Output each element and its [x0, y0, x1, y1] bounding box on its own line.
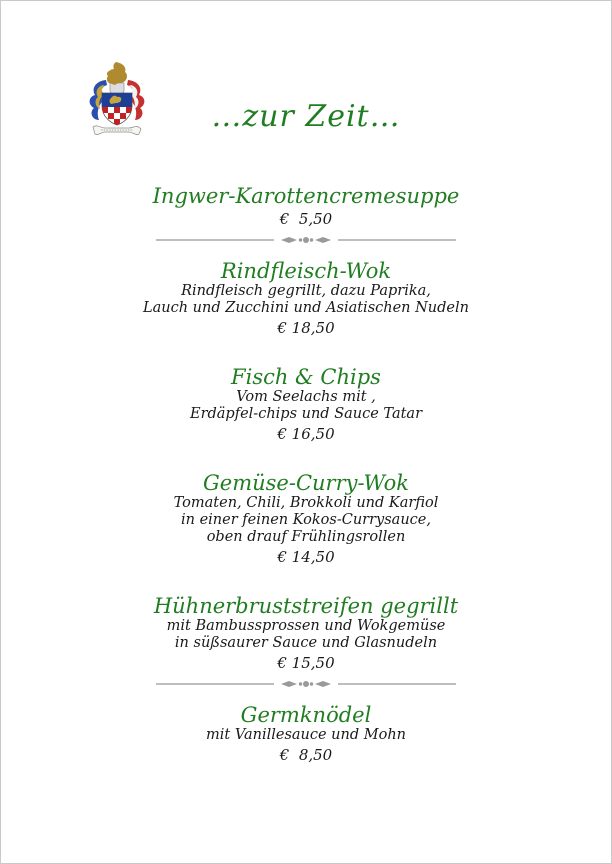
- dish-description: [1, 495, 611, 546]
- ornament-divider: [156, 679, 456, 689]
- coat-of-arms: [85, 59, 149, 139]
- dish-description-line: in einer feinen Kokos-Currysauce,: [181, 512, 431, 528]
- dish-name: Fisch & Chips: [231, 365, 381, 389]
- dish-description: [1, 283, 611, 317]
- dish-description-line: Erdäpfel-chips und Sauce Tatar: [189, 406, 423, 422]
- page-title: …zur Zeit…: [211, 99, 401, 134]
- menu-item: [1, 471, 611, 567]
- dish-description: [1, 389, 611, 423]
- dish-description-line: in süßsaurer Sauce und Glasnudeln: [174, 635, 438, 651]
- menu-item: [1, 594, 611, 673]
- dish-description: [1, 618, 611, 652]
- dish-name: Ingwer-Karottencremesuppe: [152, 184, 460, 208]
- menu-item: [1, 365, 611, 444]
- dish-description-line: Rindfleisch gegrillt, dazu Paprika,: [181, 283, 431, 299]
- dish-description: [1, 727, 611, 744]
- dish-description-line: Tomaten, Chili, Brokkoli und Karfiol: [173, 495, 439, 511]
- menu-item: [1, 259, 611, 338]
- dish-description-line: mit Vanillesauce und Mohn: [206, 727, 406, 743]
- dish-description-line: Lauch und Zucchini und Asiatischen Nudeln: [143, 300, 469, 316]
- menu-item: [1, 184, 611, 229]
- dish-price: € 14,50: [277, 548, 335, 566]
- dish-description-line: Vom Seelachs mit ,: [236, 389, 376, 405]
- dish-price: € 5,50: [279, 210, 333, 228]
- dish-name: Gemüse-Curry-Wok: [203, 471, 409, 495]
- dish-price: € 15,50: [277, 654, 335, 672]
- dish-price: € 18,50: [277, 319, 335, 337]
- dish-name: Hühnerbruststreifen gegrillt: [153, 594, 459, 618]
- ornament-divider: [156, 235, 456, 245]
- dish-name: Rindfleisch-Wok: [220, 259, 392, 283]
- dish-description-line: oben drauf Frühlingsrollen: [206, 529, 406, 545]
- dish-price: € 8,50: [279, 746, 333, 764]
- menu-item: [1, 703, 611, 765]
- menu-items: [1, 184, 611, 765]
- dish-name: Germknödel: [240, 703, 372, 727]
- dish-description-line: mit Bambussprossen und Wokgemüse: [166, 618, 446, 634]
- dish-price: € 16,50: [277, 425, 335, 443]
